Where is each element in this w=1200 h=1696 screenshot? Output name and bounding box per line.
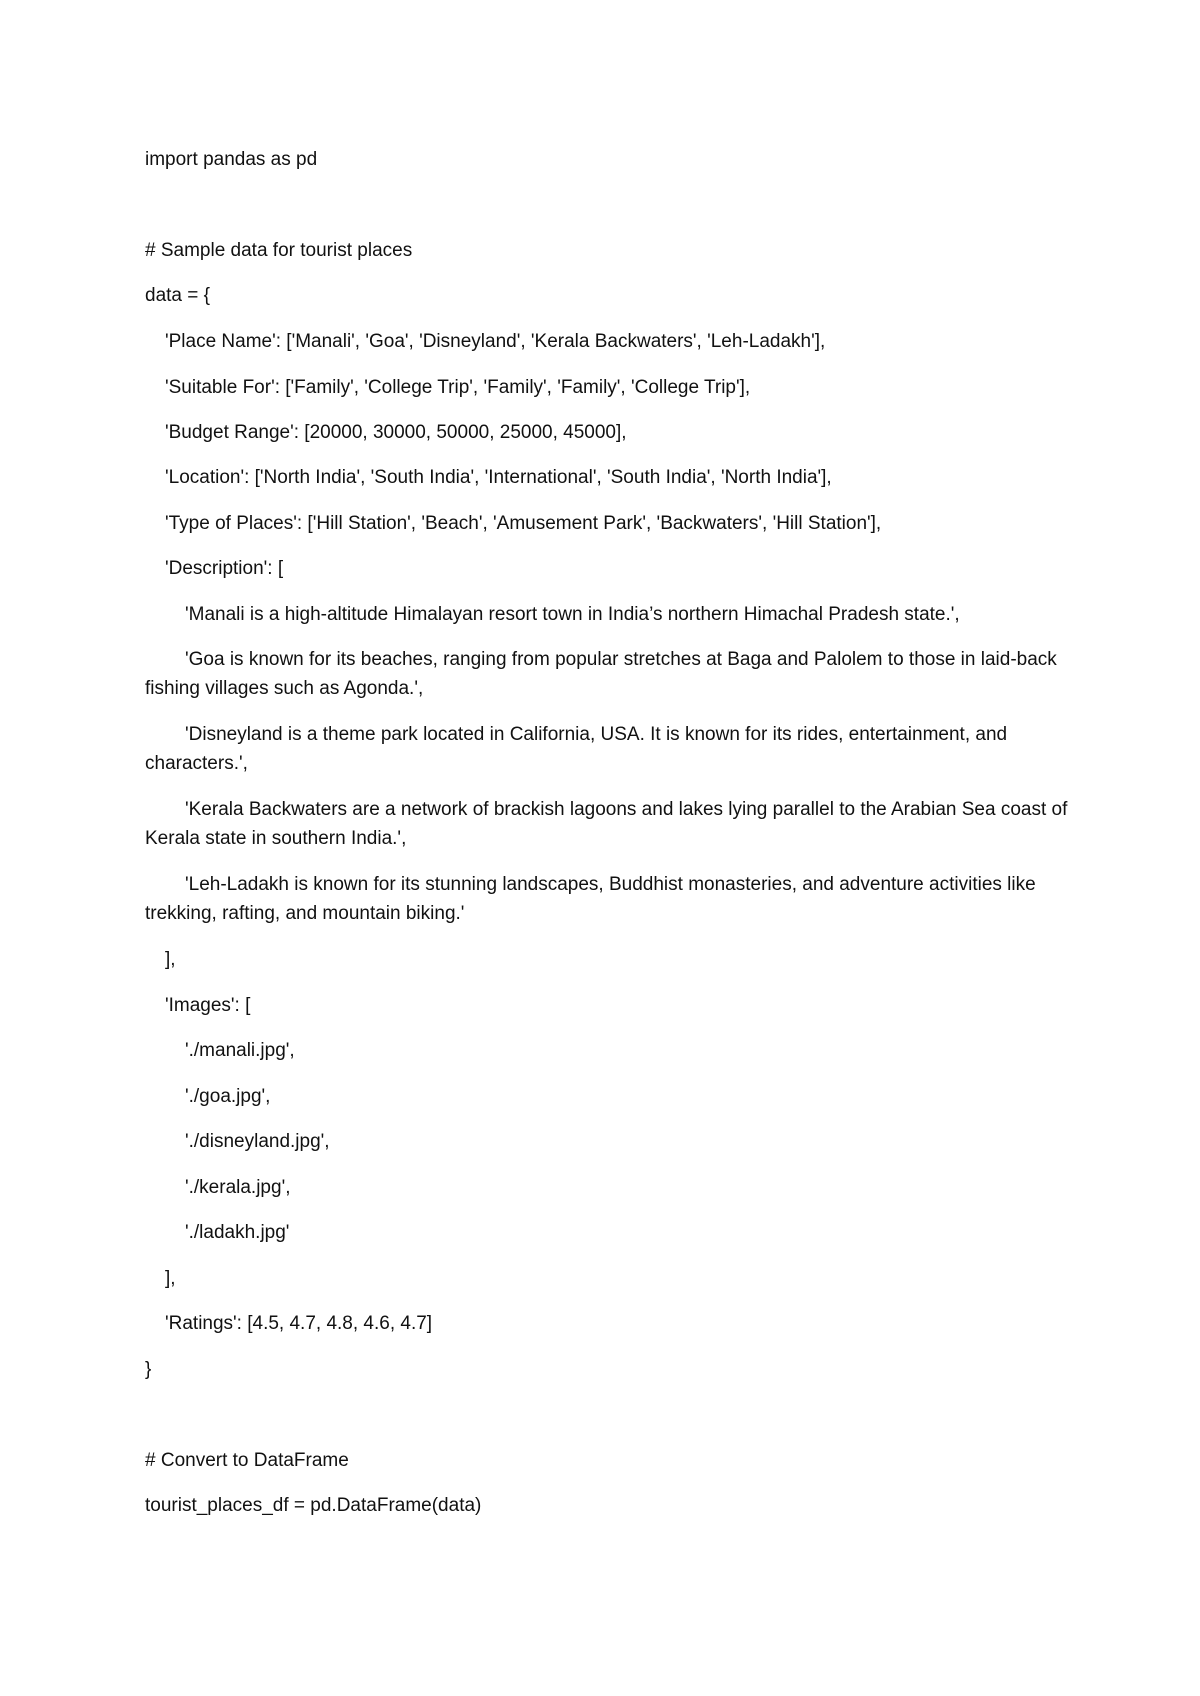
code-line-dataframe: tourist_places_df = pd.DataFrame(data): [145, 1495, 482, 1516]
code-comment-convert: # Convert to DataFrame: [145, 1450, 349, 1471]
code-line-suitable-for: 'Suitable For': ['Family', 'College Trip', 'Family', 'Family', 'College Trip'],: [165, 377, 751, 398]
code-line-ratings: 'Ratings': [4.5, 4.7, 4.8, 4.6, 4.7]: [165, 1313, 433, 1334]
code-line-type-of-places: 'Type of Places': ['Hill Station', 'Beach', 'Amusement Park', 'Backwaters', 'Hill Station'],: [165, 513, 882, 534]
code-line-description-5: 'Leh-Ladakh is known for its stunning landscapes, Buddhist monasteries, and adventure activities like trekking, rafting, and mountain biking.': [145, 874, 1036, 924]
code-line-location: 'Location': ['North India', 'South India', 'International', 'South India', 'North India'],: [165, 467, 832, 488]
code-line-description-close: ],: [165, 949, 176, 970]
code-line-place-name: 'Place Name': ['Manali', 'Goa', 'Disneyland', 'Kerala Backwaters', 'Leh-Ladakh'],: [165, 331, 826, 352]
code-comment-sample-data: # Sample data for tourist places: [145, 240, 413, 261]
code-line-data-close: }: [145, 1359, 152, 1380]
code-line-description-2: 'Goa is known for its beaches, ranging from popular stretches at Baga and Palolem to those in laid-back fishing villages such as Agonda.',: [145, 649, 1057, 699]
code-line-description-3: 'Disneyland is a theme park located in California, USA. It is known for its rides, entertainment, and characters.',: [145, 724, 1008, 774]
code-line-image-5: './ladakh.jpg': [185, 1222, 290, 1243]
code-line-images-open: 'Images': [: [165, 995, 251, 1016]
code-line-description-open: 'Description': [: [165, 558, 284, 579]
code-line-description-4: 'Kerala Backwaters are a network of brackish lagoons and lakes lying parallel to the Arabian Sea coast of Kerala state in southern India.',: [145, 799, 1068, 849]
code-line-image-3: './disneyland.jpg',: [185, 1131, 330, 1152]
code-line-description-1: 'Manali is a high-altitude Himalayan resort town in India’s northern Himachal Pradesh state.',: [185, 604, 960, 625]
code-line-import: import pandas as pd: [145, 149, 318, 170]
code-line-images-close: ],: [165, 1268, 176, 1289]
code-line-image-4: './kerala.jpg',: [185, 1177, 291, 1198]
code-line-image-2: './goa.jpg',: [185, 1086, 271, 1107]
code-line-data-open: data = {: [145, 285, 210, 306]
code-line-image-1: './manali.jpg',: [185, 1040, 295, 1061]
code-line-budget-range: 'Budget Range': [20000, 30000, 50000, 25000, 45000],: [165, 422, 627, 443]
